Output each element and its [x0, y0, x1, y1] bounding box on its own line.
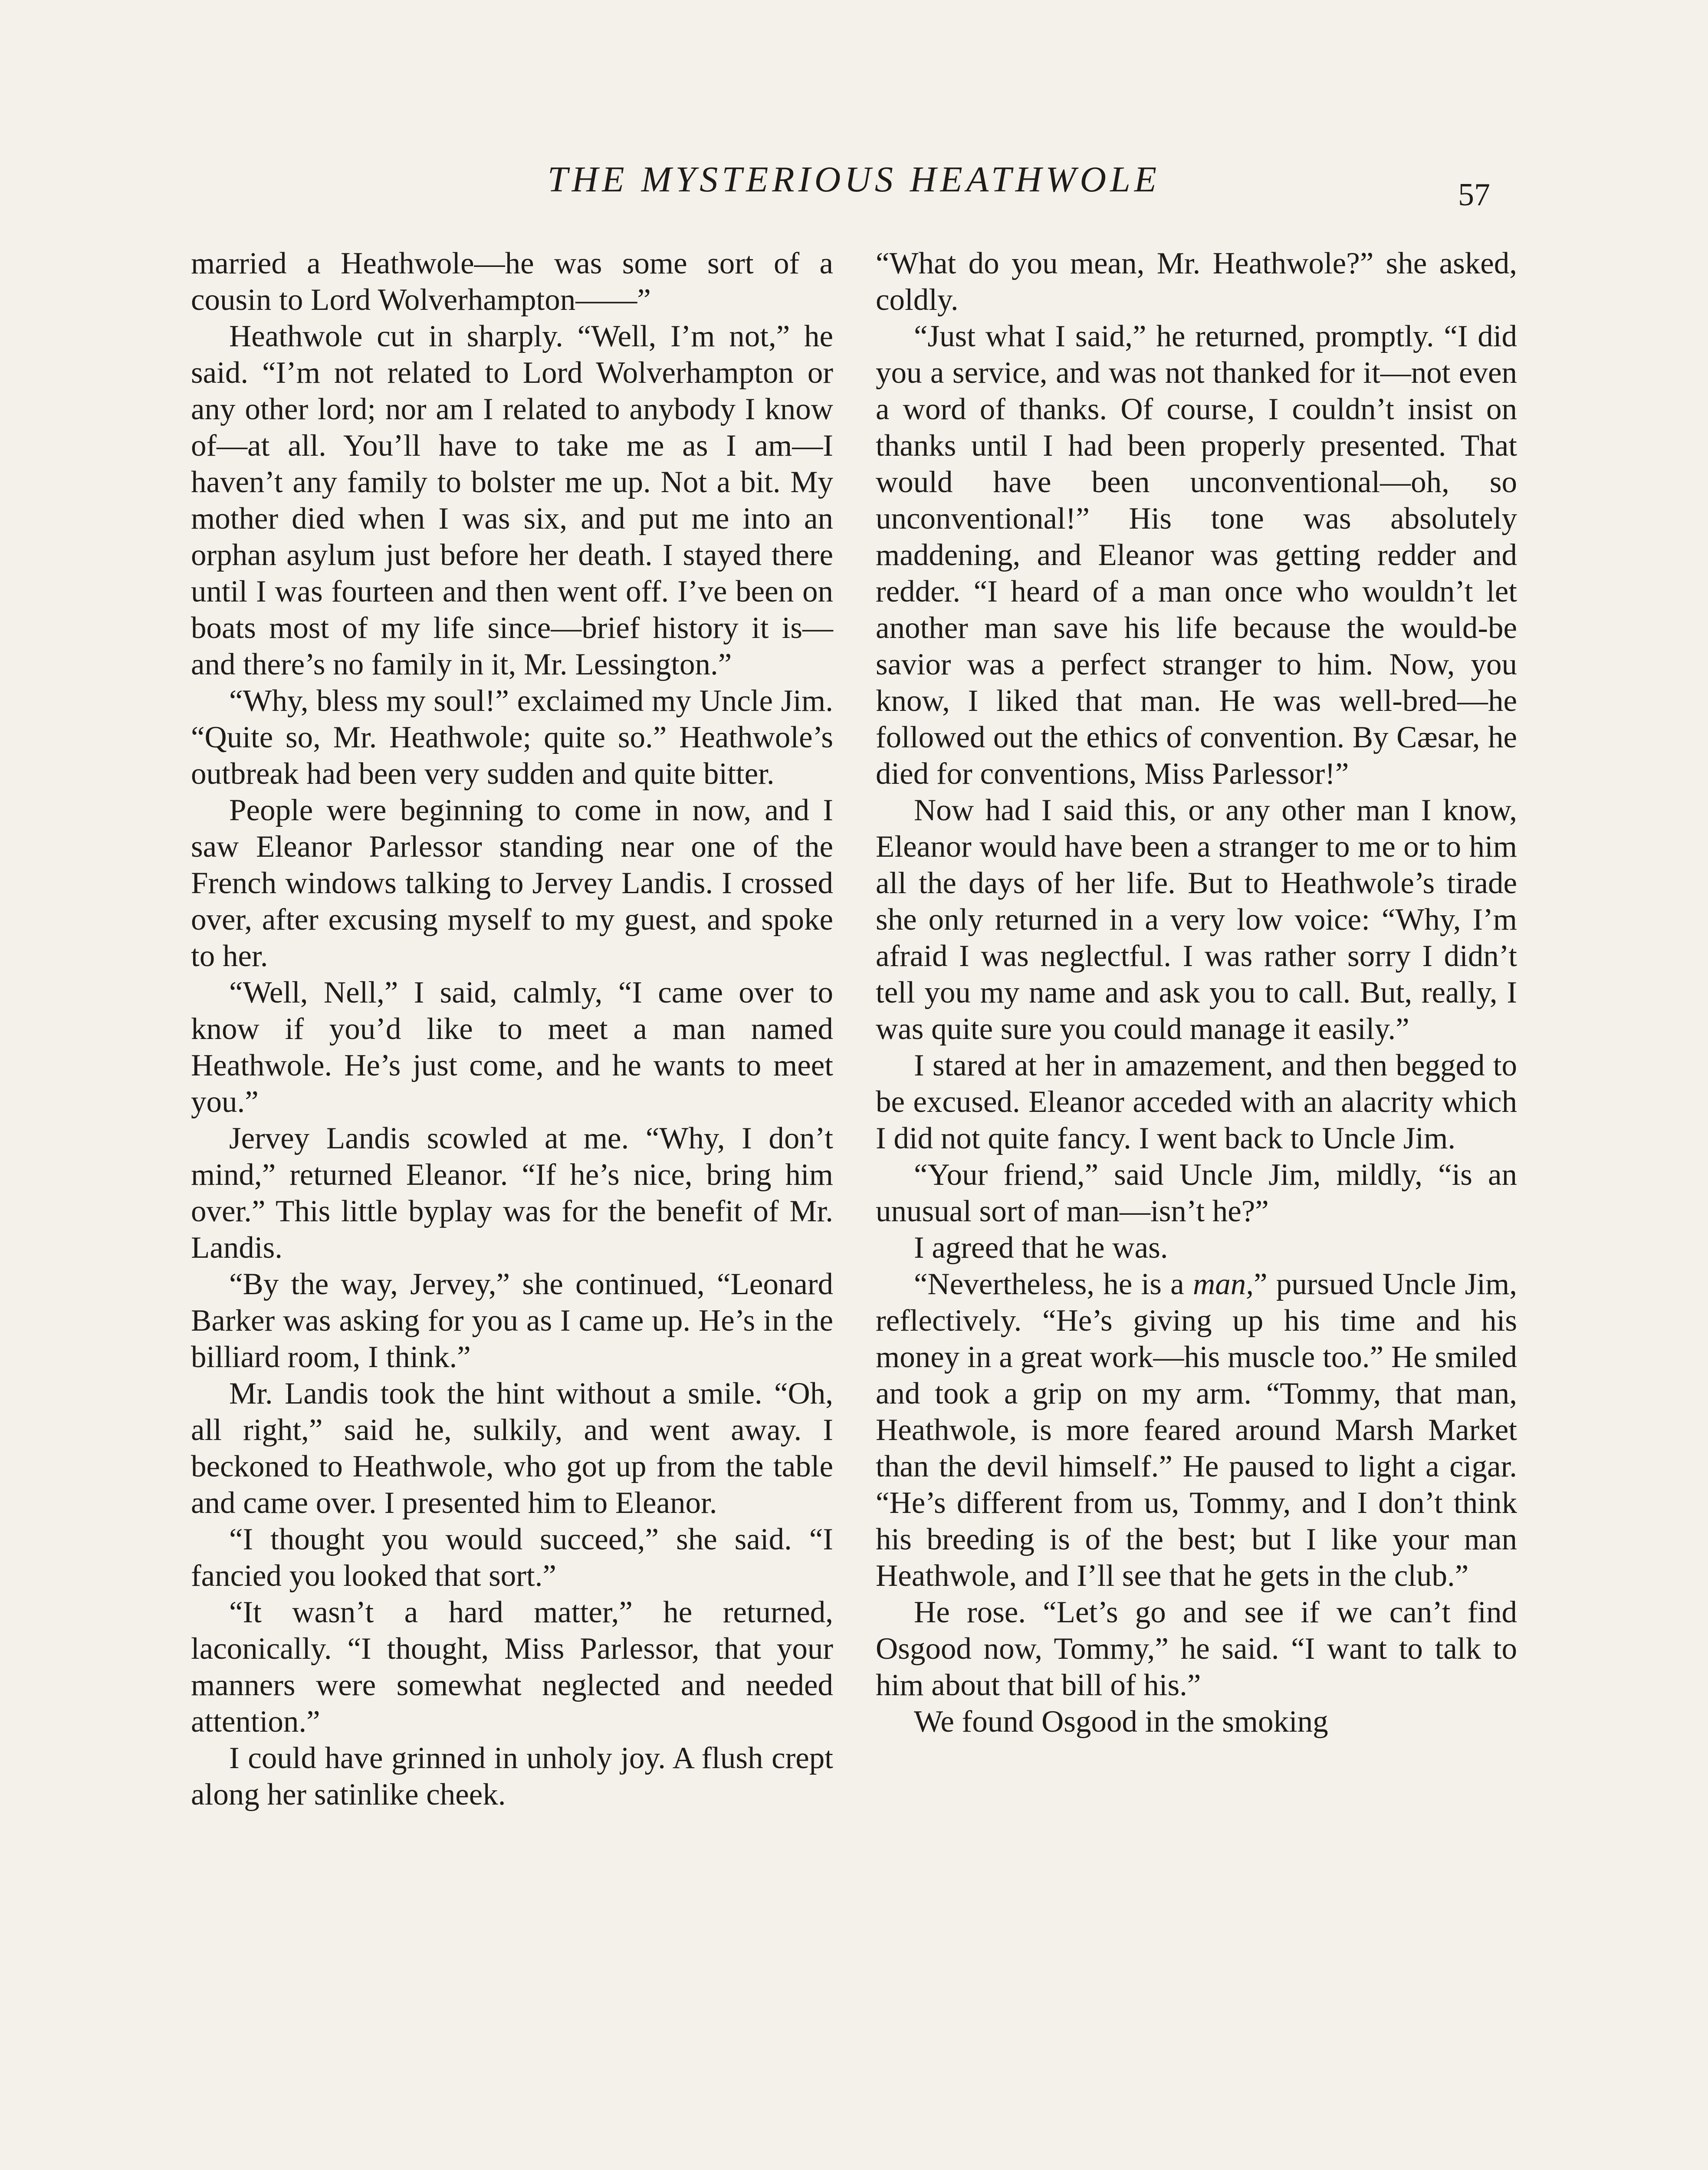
left-column — [191, 245, 833, 1813]
paragraph: Now had I said this, or any other man I know, Eleanor would have been a stranger to me or to him all the days of her life. But to Heathwole’s tirade she only returned in a very low voice: “Why, I’m afraid I was neglectful. I was rather sorry I didn’t tell you my name and ask you to call. But, really, I was quite sure you could manage it easily.” — [876, 793, 1517, 1046]
paragraph: Heathwole cut in sharply. “Well, I’m not,” he said. “I’m not related to Lord Wolverhampton or any other lord; nor am I related to anybody I know of—at all. You’ll have to take me as I am—I haven’t any family to bolster me up. Not a bit. My mother died when I was six, and put me into an orphan asylum just before her death. I stayed there until I was fourteen and then went off. I’ve been on boats most of my life since—brief history it is—and there’s no family in it, Mr. Lessington.” — [191, 319, 833, 681]
paragraph: I stared at her in amazement, and then begged to be excused. Eleanor acceded with an alacrity which I did not quite fancy. I went back to Uncle Jim. — [876, 1049, 1517, 1155]
paragraph — [876, 1266, 1517, 1594]
paragraph: I could have grinned in unholy joy. A flush crept along her satinlike cheek. — [191, 1741, 833, 1812]
paragraph: “What do you mean, Mr. Heathwole?” she asked, coldly. — [876, 247, 1517, 317]
paragraph: Mr. Landis took the hint without a smile. “Oh, all right,” said he, sulkily, and went away. I beckoned to Heathwole, who got up from the table and came over. I presented him to Eleanor. — [191, 1377, 833, 1520]
paragraph: married a Heathwole—he was some sort of a cousin to Lord Wolverhampton——” — [191, 247, 833, 317]
right-column — [876, 245, 1517, 1740]
paragraph: “Why, bless my soul!” exclaimed my Uncle Jim. “Quite so, Mr. Heathwole; quite so.” Heathwole’s outbreak had been very sudden and quite bitter. — [191, 684, 833, 791]
paragraph: People were beginning to come in now, and I saw Eleanor Parlessor standing near one of the French windows talking to Jervey Landis. I crossed over, after excusing myself to my guest, and spoke to her. — [191, 793, 833, 973]
paragraph: We found Osgood in the smoking — [914, 1705, 1328, 1739]
paragraph: “Just what I said,” he returned, promptly. “I did you a service, and was not thanked for it—not even a word of thanks. Of course, I couldn’t insist on thanks until I had been properly presented. That would have been unconventional—oh, so unconventional!” His tone was absolutely maddening, and Eleanor was getting redder and redder. “I heard of a man once who wouldn’t let another man save his life because the would-be savior was a perfect stranger to him. Now, you know, I liked that man. He was well-bred—he followed out the ethics of convention. By Cæsar, he died for conventions, Miss Parlessor!” — [876, 319, 1517, 791]
paragraph: “Well, Nell,” I said, calmly, “I came over to know if you’d like to meet a man named Heathwole. He’s just come, and he wants to meet you.” — [191, 976, 833, 1119]
paragraph: He rose. “Let’s go and see if we can’t find Osgood now, Tommy,” he said. “I want to talk to him about that bill of his.” — [876, 1595, 1517, 1702]
paragraph: I agreed that he was. — [914, 1231, 1168, 1265]
paragraph: Jervey Landis scowled at me. “Why, I don’t mind,” returned Eleanor. “If he’s nice, bring him over.” This little byplay was for the benefit of Mr. Landis. — [191, 1121, 833, 1265]
paragraph-text: “Nevertheless, he is a — [914, 1267, 1193, 1301]
page-number: 57 — [1458, 177, 1490, 213]
paragraph-text: ” pursued Uncle Jim, reflectively. “He’s giving up his time and his money in a great work—his muscle too.” He smiled and took a grip on my arm. “Tommy, that man, Heathwole, is more feared around Marsh Market than the devil himself.” He paused to light a cigar. “He’s different from us, Tommy, and I don’t think his breeding is of the best; but I like your man Heathwole, and I’ll see that he gets in the club.” — [876, 1267, 1517, 1593]
emphasis: man, — [1192, 1267, 1254, 1301]
paragraph: “By the way, Jervey,” she continued, “Leonard Barker was asking for you as I came up. He’s in the billiard room, I think.” — [191, 1267, 833, 1374]
paragraph: “It wasn’t a hard matter,” he returned, laconically. “I thought, Miss Parlessor, that your manners were somewhat neglected and needed attention.” — [191, 1595, 833, 1739]
paragraph: “I thought you would succeed,” she said. “I fancied you looked that sort.” — [191, 1522, 833, 1593]
paragraph: “Your friend,” said Uncle Jim, mildly, “is an unusual sort of man—isn’t he?” — [876, 1158, 1517, 1228]
running-title: THE MYSTERIOUS HEATHWOLE — [547, 159, 1161, 200]
